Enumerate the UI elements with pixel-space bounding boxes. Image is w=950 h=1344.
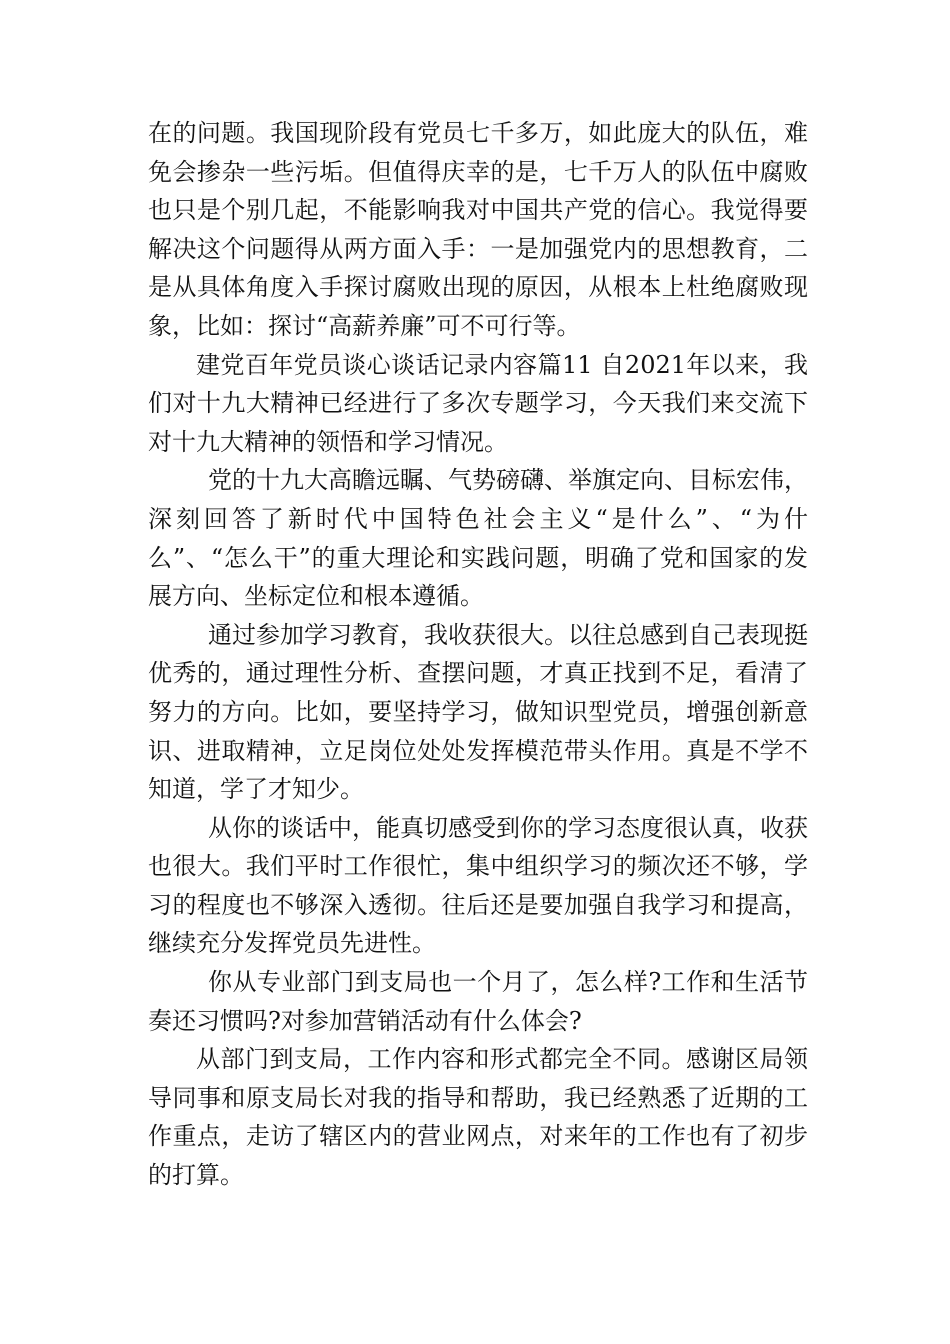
paragraph-answer: 从部门到支局，工作内容和形式都完全不同。感谢区局领导同事和原支局长对我的指导和帮助，我已经熟悉了近期的工作重点，走访了辖区内的营业网点，对来年的工作也有了初步的打算。 [148, 1045, 808, 1190]
paragraph-section-11-intro: 建党百年党员谈心谈话记录内容篇11 自2021年以来，我们对十九大精神已经进行了多次专题学习，今天我们来交流下对十九大精神的领悟和学习情况。 [148, 350, 808, 456]
paragraph-congress-spirit: 党的十九大高瞻远瞩、气势磅礴、举旗定向、目标宏伟，深刻回答了新时代中国特色社会主义“是什么”、“为什么”、“怎么干”的重大理论和实践问题，明确了党和国家的发展方向、坐标定位和根本遵循。 [148, 466, 808, 611]
body-text [148, 114, 808, 1195]
paragraph-learning-gains: 通过参加学习教育，我收获很大。以往总感到自己表现挺优秀的，通过理性分析、查摆问题，才真正找到不足，看清了努力的方向。比如，要坚持学习，做知识型党员，增强创新意识、进取精神，立足岗位处处发挥模范带头作用。真是不学不知道，学了才知少。 [148, 620, 808, 804]
paragraph-question: 你从专业部门到支局也一个月了，怎么样?工作和生活节奏还习惯吗?对参加营销活动有什么体会? [148, 968, 808, 1035]
paragraph-continuation: 在的问题。我国现阶段有党员七千多万，如此庞大的队伍，难免会掺杂一些污垢。但值得庆幸的是，七千万人的队伍中腐败也只是个别几起，不能影响我对中国共产党的信心。我觉得要解决这个问题得从两方面入手：一是加强党内的思想教育，二是从具体角度入手探讨腐败出现的原因，从根本上杜绝腐败现象，比如：探讨“高薪养廉”可不可行等。 [148, 119, 808, 340]
paragraph-feedback: 从你的谈话中，能真切感受到你的学习态度很认真，收获也很大。我们平时工作很忙，集中组织学习的频次还不够，学习的程度也不够深入透彻。往后还是要加强自我学习和提高，继续充分发挥党员先进性。 [148, 813, 808, 958]
